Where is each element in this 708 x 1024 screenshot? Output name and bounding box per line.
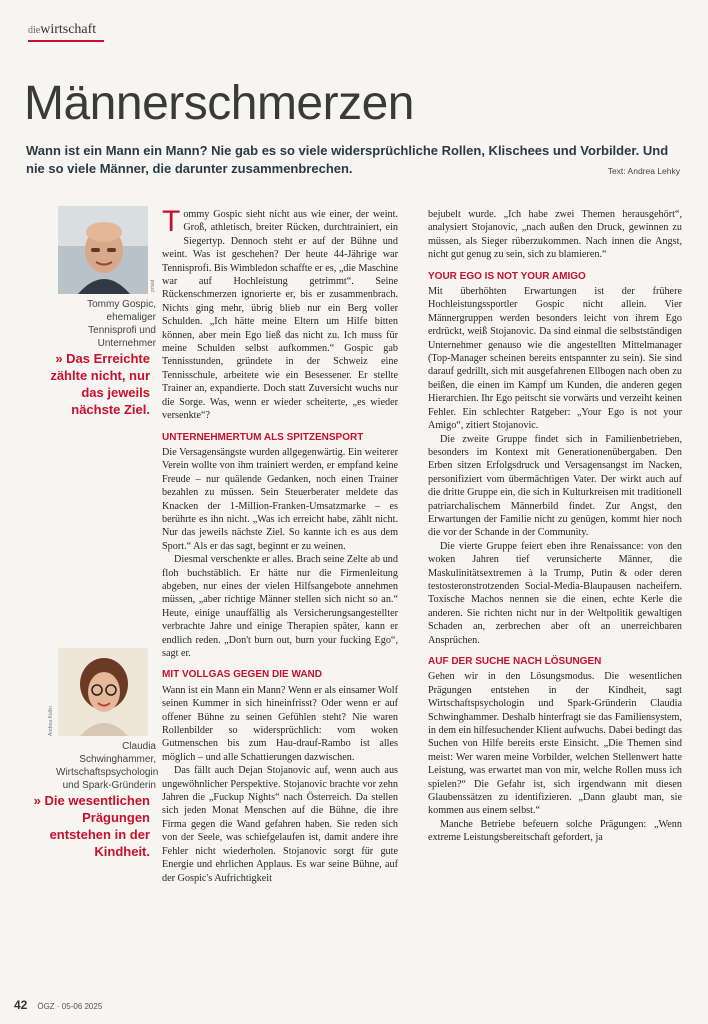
article-column-2 bbox=[428, 208, 682, 845]
article-column-1 bbox=[162, 205, 398, 885]
paragraph-6: bejubelt wurde. „Ich habe zwei Themen herausgehört“, analysiert Stojanovic, „nach außen den Druck, gewinnen zu müssen, als Sieger rüberzukommen. Nach innen die Angst, nicht gut genug zu sein, sich zu blamieren.“ bbox=[428, 209, 682, 261]
paragraph-9: Die vierte Gruppe feiert eben ihre Renaissance: von den woken Jahren tief verunsicherte Männer, die Maskulinitätsextremen à la Trump, Putin & oder deren testosteronstrotzenden Social-Media-Blaupausen nacheifern. Toxische Machos nennen sie die einen, echte Kerle die anderen. Sie richten nicht nur in der Weltpolitik gewaltigen Schaden an, zerbrechen aber oft an unerreichbaren Ansprüchen. bbox=[428, 540, 682, 646]
pull-quote-1: » Das Erreichte zählte nicht, nur das jeweils nächste Ziel. bbox=[50, 351, 150, 417]
caption-tommy-gospic: Tommy Gospic, ehemaliger Tennisprofi und Unternehmer bbox=[87, 299, 156, 349]
pull-quote-2: » Die wesentlichen Prägungen entstehen in der Kindheit. bbox=[33, 793, 150, 859]
page-number: 42 bbox=[14, 998, 28, 1012]
page-footer bbox=[14, 998, 102, 1012]
article-title: Männerschmerzen bbox=[24, 77, 414, 130]
magazine-issue: ÖGZ · 05-06 2025 bbox=[37, 1002, 103, 1011]
byline: Text: Andrea Lehky bbox=[607, 166, 680, 176]
section-label: diewirtschaft bbox=[28, 22, 97, 37]
subheading-4: AUF DER SUCHE NACH LÖSUNGEN bbox=[428, 656, 602, 667]
article-lead: Wann ist ein Mann ein Mann? Nie gab es so viele widersprüchliche Rollen, Klischees und Vorbilder. Und nie so viele Männer, die darunter zusammenbrechen. bbox=[26, 143, 669, 176]
subheading-2: MIT VOLLGAS GEGEN DIE WAND bbox=[162, 669, 323, 681]
paragraph-1: Tommy Gospic sieht nicht aus wie einer, der weint. Groß, athletisch, breiter Rücken, durchtrainiert, ein Siegertyp. Dennoch steht er auf der Bühne und weint. Was ist geschehen? Der heute 44-Jährige war Tennisprofi. Bis Wimbledon schaffte er es, „die Maschine war auf Hochleistung getrimmt“. Seine Rückenschmerzen ignorierte er, bis er zusammenbrach. Nichts ging mehr, übrig blieb nur ein Berg voller Schulden. „Ich hätte meine Eltern um Hilfe bitten können, aber mein Ego ließ das nicht zu. Ich muss für meine Schulden selbst aufkommen.“ Gospic gab Tennisstunden, gründete in der Schweiz eine Tennisschule, arbeitete wie ein Besessener. Er stellte Trainer an, expandierte. Doch statt Zuversicht wuchs nur die Sorge. Was, wenn er wieder scheiterte, „es wieder versenkte“? bbox=[162, 205, 398, 422]
paragraph-4: Wann ist ein Mann ein Mann? Wenn er als einsamer Wolf seinen Kummer in sich hineinfrisst? Oder wenn er auf offener Bühne zu seinen Gefühlen steht? Nie waren Rollenbilder so widersprüchlich: vom woken Gutmenschen bis zum Hau-drauf-Rambo ist alles möglich – und alle Schattierungen dazwischen. bbox=[162, 684, 398, 763]
paragraph-11: Manche Betriebe befeuern solche Prägungen: „Wenn extreme Leistungsbereitschaft gefordert, ja bbox=[428, 818, 682, 844]
drop-cap: T bbox=[162, 205, 181, 238]
subheading-1: UNTERNEHMERTUM ALS SPITZENSPORT bbox=[162, 431, 364, 443]
portrait-claudia-schwinghammer bbox=[58, 648, 148, 736]
portrait-illustration-2 bbox=[58, 648, 148, 736]
paragraph-5: Das fällt auch Dejan Stojanovic auf, wenn auch aus ungewöhnlicher Perspektive. Stojanovic brachte vor zehn Jahren die „Fuckup Nights“ nach Österreich. Da stellen sich jeden Monat Menschen auf die Bühne, die ihre Firma gegen die Wand gefahren haben. Sie reden sich von der Seele, was schiefgelaufen ist, damit andere ihre Fehler nicht wiederholen. Stojanovic sorgt für gute Energie und ehrlichen Applaus. Es war seine Bühne, auf der Gospic's Aufrichtigkeit bbox=[162, 765, 398, 884]
photo-credit-1: privat bbox=[150, 279, 156, 292]
section-underline bbox=[28, 40, 104, 42]
paragraph-10: Gehen wir in den Lösungsmodus. Die wesentlichen Prägungen entstehen in der Kindheit, sagt Wirtschaftspsychologin und Spark-Gründerin Claudia Schwinghammer. Deshalb hinterfragt sie das Familiensystem, in dem ein hilfesuchender Klient aufwuchs. Dabei bedingt das Suchen von Hilfe bereits erste Einsicht. „Die Themen sind meist: Wer waren meine Vorbilder, welchen Stellenwert hatte Leistung, was erwartet man von mir, welche Rollen muss ich spielen?“ Die Gefahr ist, sich irgendwann mit diesen Glaubenssätzen zu identifizieren. „Dann glaubt man, sie kommen aus einem selbst.“ bbox=[428, 671, 682, 817]
section-name: wirtschaft bbox=[40, 22, 97, 37]
paragraph-8: Die zweite Gruppe findet sich in Familienbetrieben, besonders im Kontext mit Generationenübergaben. Den Erben sitzen Erfolgsdruck und Versagensangst im Nacken, personifiziert vom übermächtigen Vater. Der wirkt auch auf die dritte Gruppe ein, die sich in Kulturkreisen mit traditionell patriarchalischem Männerbild findet. Zur Angst, den Erwartungen der Familie nicht zu genügen, kommt hier noch die vor der Schande in der Community. bbox=[428, 433, 682, 539]
paragraph-3: Diesmal verschenkte er alles. Brach seine Zelte ab und floh buchstäblich. Er hätte nur die Firmenleitung abgeben, nur eines der vielen Hilfsangebote annehmen müssen, „aber richtige Männer stellen sich nicht so an.“ Heute, einige unauffällig als Versicherungsangestellter verbrachte Jahre und einige Therapien später, kann er endlich reden. „Don't burn out, burn your fucking Ego“, sagt er. bbox=[162, 554, 398, 659]
paragraph-7: Mit überhöhten Erwartungen ist der frühere Hochleistungssportler Gospic nicht allein. Vier Männergruppen werden besonders leicht von ihrem Ego erdrückt, weiß Stojanovic. Da sind einmal die selbstständigen Unternehmer genauso wie die angestellten Mittelmanager (Top-Manager scheinen bereits entspannter zu sein). Sie sind darauf gedrillt, sich mit ausgefahrenen Ellbogen nach oben zu beißen, die einen im Kampf um Kunden, die anderen gegen Hierarchien. Ihr Ego peitscht sie vorwärts und verzeiht keinen Fehler. Ein schlechter Ratgeber: „Your Ego is not your Amigo“, zitiert Stojanovic. bbox=[428, 286, 682, 432]
paragraph-2: Die Versagensängste wurden allgegenwärtig. Ein weiterer Verein wollte von ihm trainiert werden, er empfand keine Freude – nur quälende Gedanken, noch einen Trainer bezahlen zu müssen. Sein Steuerberater meldete das Knacken der 1-Million-Franken-Umsatzmarke – es berührte es ihn nicht. „Was ich erreicht habe, zählt nicht. Nur das jeweils nächste Ziel. So kannte ich es aus dem Sport.“ Als er das sagt, beginnt er zu weinen. bbox=[162, 446, 398, 552]
portrait-tommy-gospic bbox=[58, 206, 148, 294]
portrait-illustration-1 bbox=[58, 206, 148, 294]
caption-claudia-schwinghammer: Claudia Schwinghammer, Wirtschaftspsychologin und Spark-Gründerin bbox=[56, 741, 159, 791]
subheading-3: YOUR EGO IS NOT YOUR AMIGO bbox=[428, 270, 586, 282]
photo-credit-2: Andrea Kollin bbox=[48, 706, 54, 736]
